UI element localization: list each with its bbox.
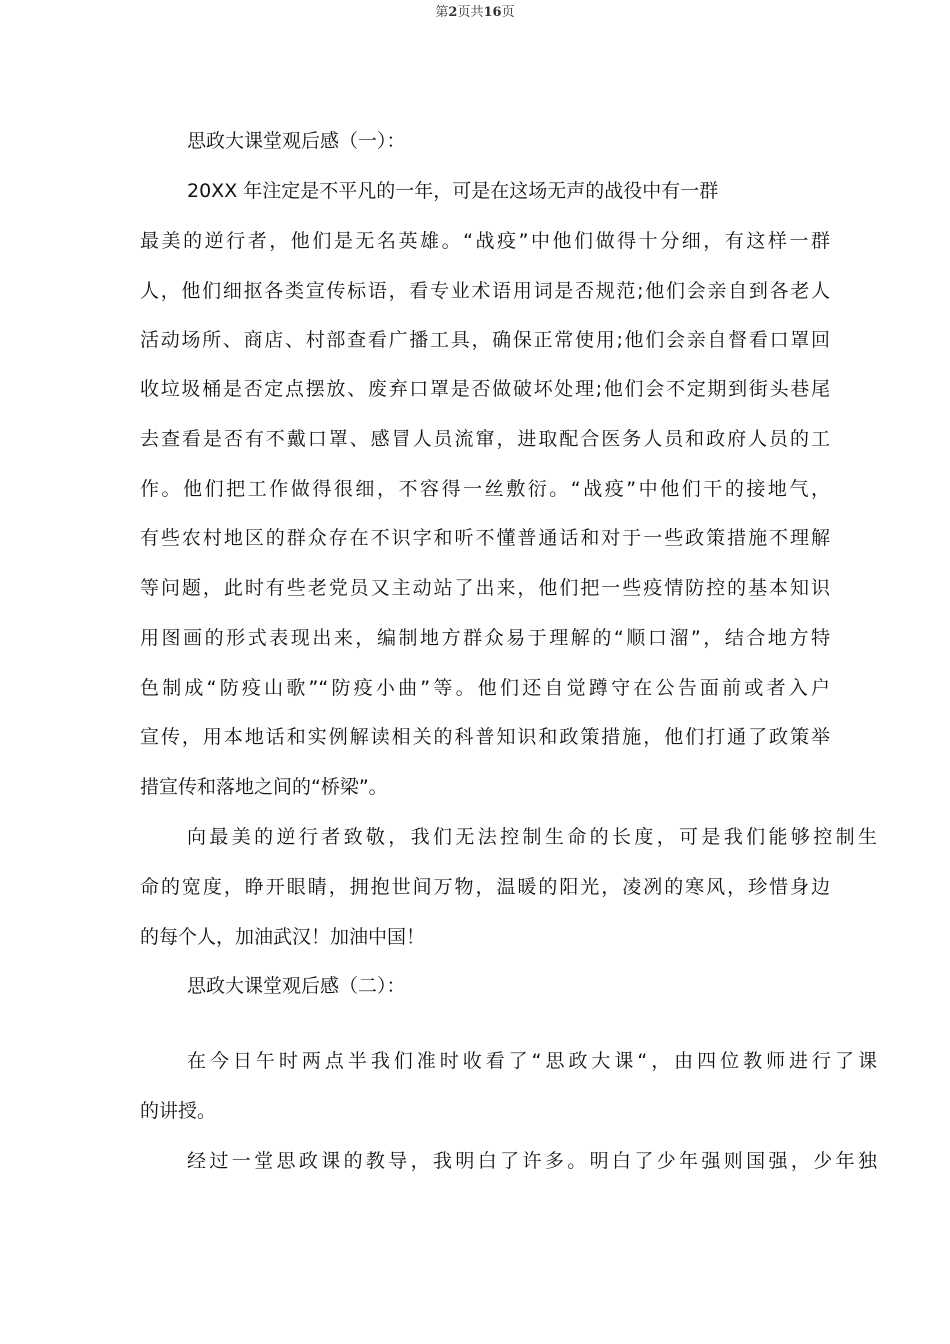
total-pages-number: 16 — [483, 5, 502, 20]
paragraph-line: 的每个人，加油武汉！加油中国！ — [140, 926, 426, 948]
page-header — [0, 4, 950, 22]
page-header-suffix: 页 — [501, 5, 515, 20]
paragraph-line: 活动场所、商店、村部查看广播工具，确保正常使用;他们会亲自督看口罩回 — [140, 329, 830, 351]
paragraph-line: 措宣传和落地之间的“桥梁”。 — [140, 776, 388, 798]
page-header-middle: 页共 — [457, 5, 484, 20]
current-page-number: 2 — [448, 5, 458, 20]
section-heading-2: 思政大课堂观后感（二）： — [187, 975, 406, 997]
paragraph-line: 有些农村地区的群众存在不识字和听不懂普通话和对于一些政策措施不理解 — [140, 527, 830, 549]
paragraph-line: 作。他们把工作做得很细，不容得一丝敷衍。“战疫”中他们干的接地气， — [140, 478, 830, 500]
paragraph-line: 在今日午时两点半我们准时收看了“思政大课“，由四位教师进行了课 — [187, 1050, 877, 1072]
paragraph-line: 收垃圾桶是否定点摆放、废弃口罩是否做破坏处理;他们会不定期到街头巷尾 — [140, 378, 830, 400]
paragraph-line: 用图画的形式表现出来，编制地方群众易于理解的“顺口溜”，结合地方特 — [140, 627, 830, 649]
paragraph-line: 的讲授。 — [140, 1100, 217, 1122]
paragraph-line: 最美的逆行者，他们是无名英雄。“战疫”中他们做得十分细，有这样一群 — [140, 230, 830, 252]
paragraph-line: 色制成“防疫山歌”“防疫小曲”等。他们还自觉蹲守在公告面前或者入户 — [140, 677, 830, 699]
page-header-prefix: 第 — [435, 5, 449, 20]
paragraph-line: 去查看是否有不戴口罩、感冒人员流窜，进取配合医务人员和政府人员的工 — [140, 428, 830, 450]
paragraph-line: 人，他们细抠各类宣传标语，看专业术语用词是否规范;他们会亲自到各老人 — [140, 280, 830, 302]
paragraph-line: 经过一堂思政课的教导，我明白了许多。明白了少年强则国强，少年独 — [187, 1150, 877, 1172]
paragraph-line: 宣传，用本地话和实例解读相关的科普知识和政策措施，他们打通了政策举 — [140, 726, 830, 748]
paragraph-line: 向最美的逆行者致敬，我们无法控制生命的长度，可是我们能够控制生 — [187, 826, 877, 848]
paragraph-line: 等问题，此时有些老党员又主动站了出来，他们把一些疫情防控的基本知识 — [140, 577, 830, 599]
section-heading-1: 思政大课堂观后感（一）： — [187, 130, 406, 152]
paragraph-line: 20XX 年注定是不平凡的一年，可是在这场无声的战役中有一群 — [187, 180, 719, 202]
paragraph-line: 命的宽度，睁开眼睛，拥抱世间万物，温暖的阳光，凌冽的寒风，珍惜身边 — [140, 876, 830, 898]
